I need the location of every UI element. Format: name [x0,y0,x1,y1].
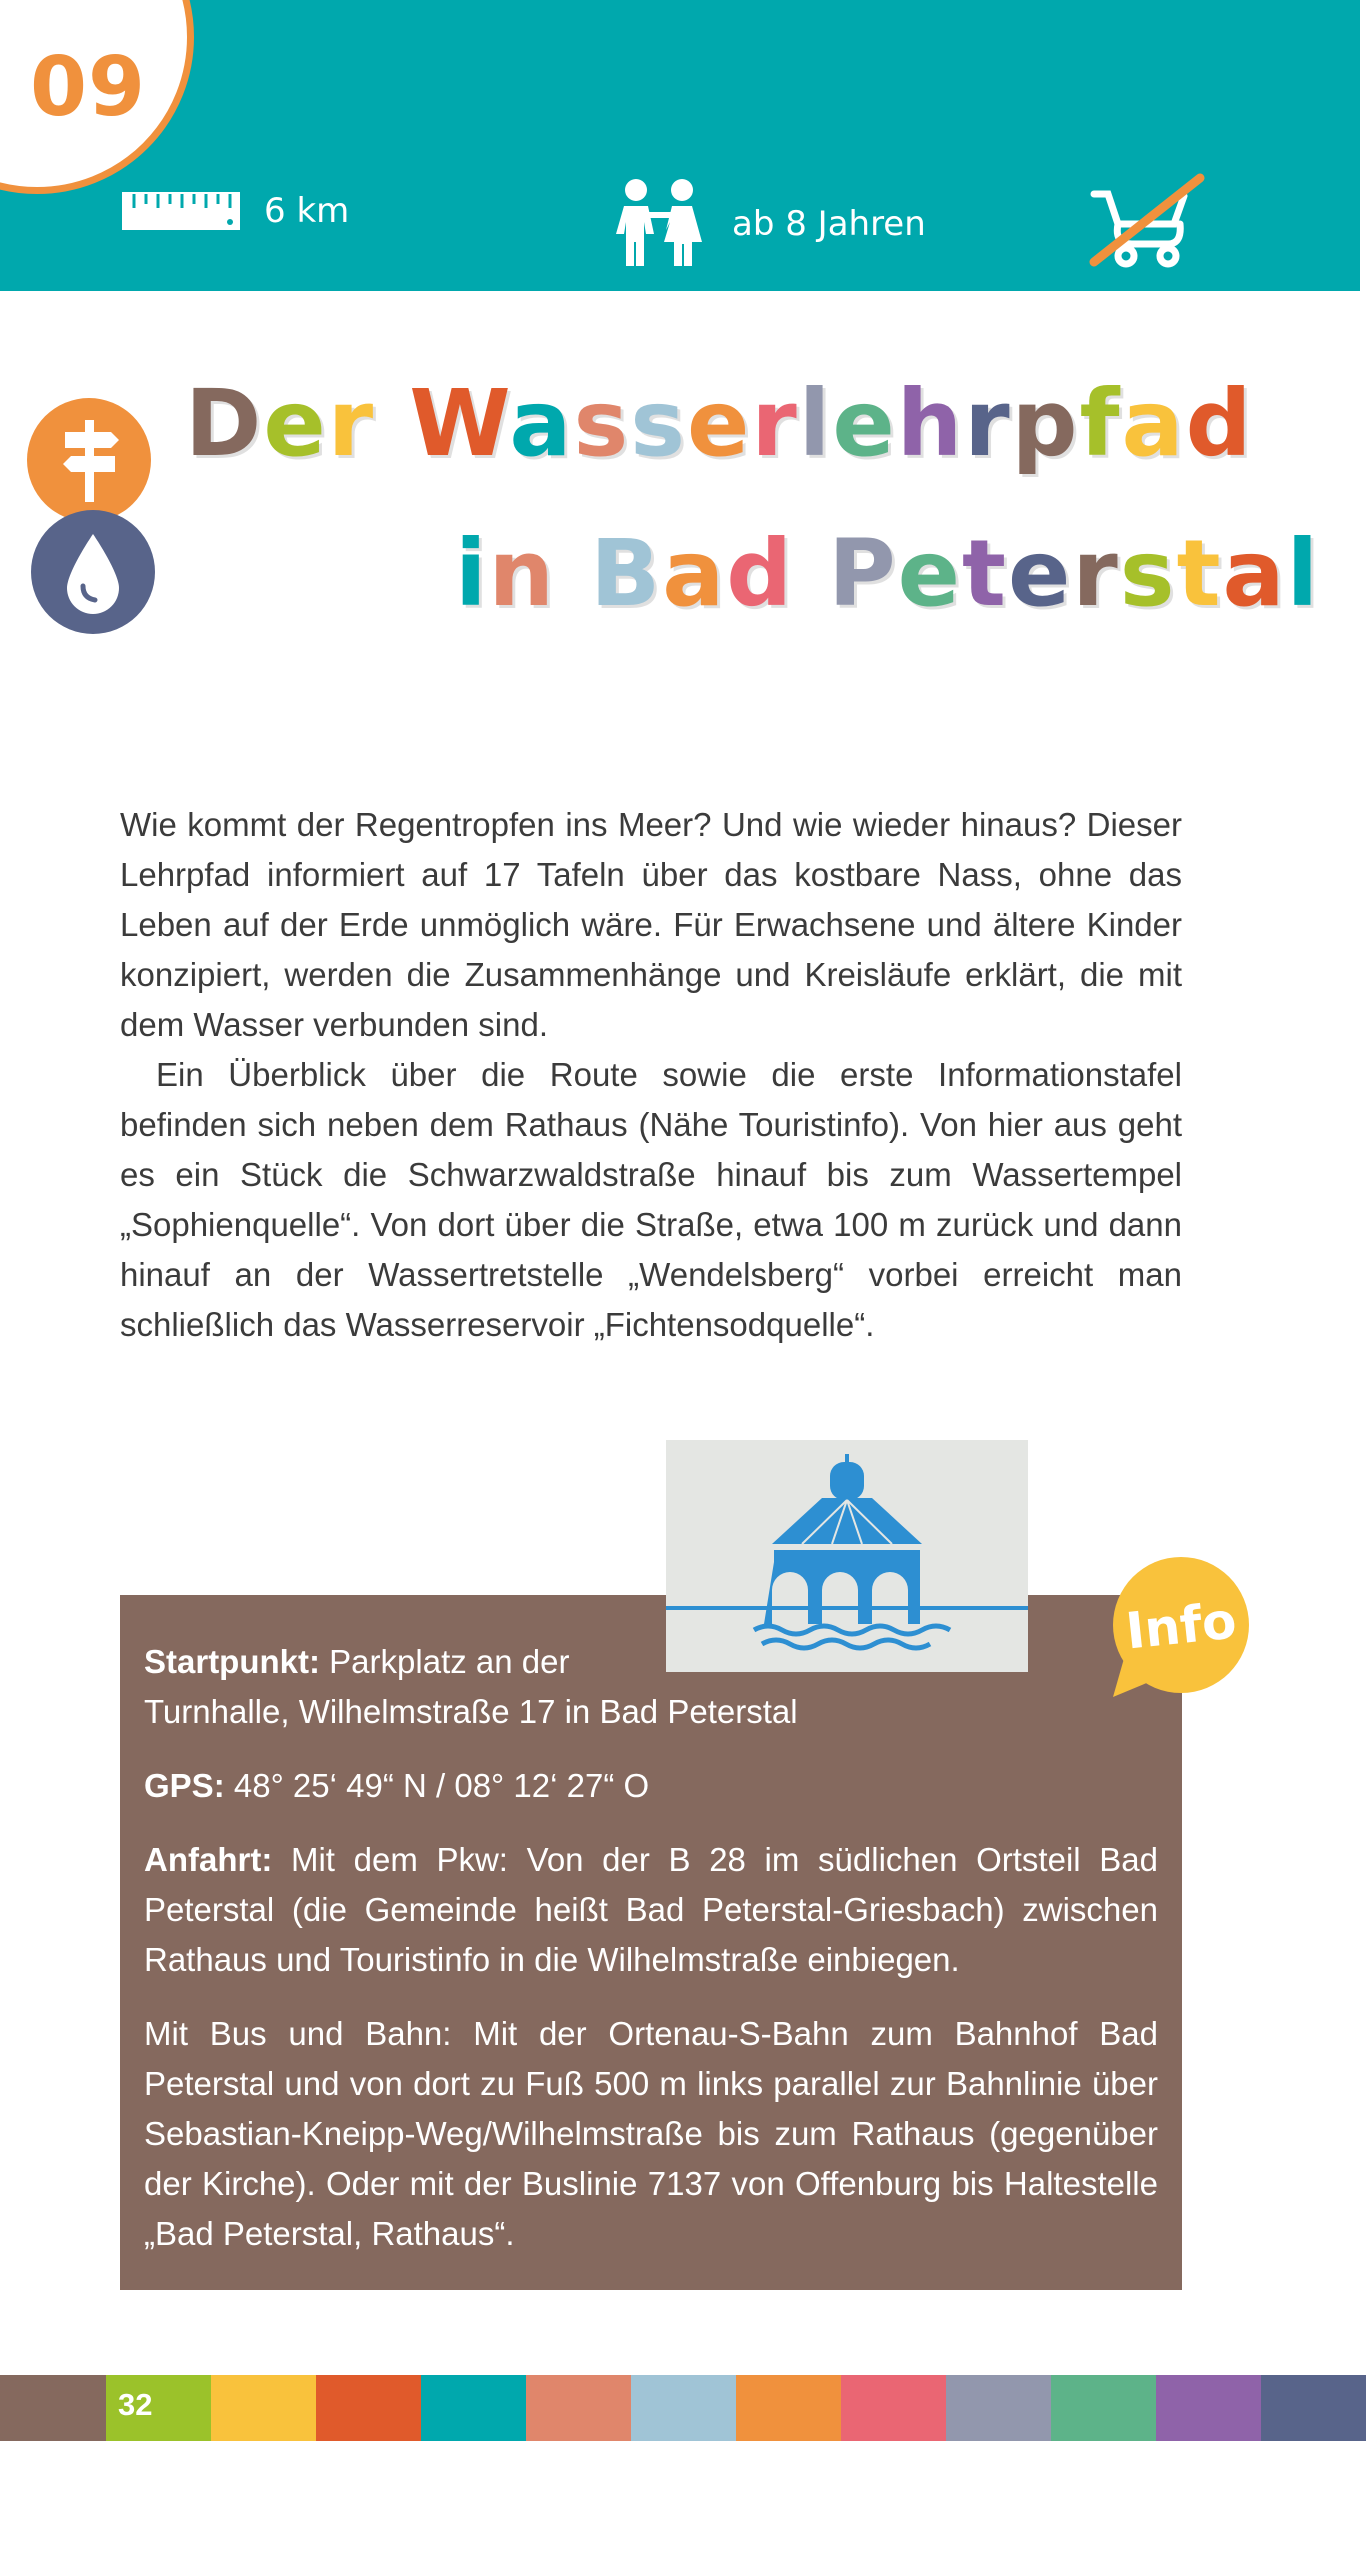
stroller-info [1088,172,1206,268]
signpost-icon [27,398,151,522]
footer-color-segment [1156,2375,1261,2441]
distance-info [120,190,349,232]
intro-paragraph-2: Ein Überblick über die Route sowie die erste Informationstafel befinden sich neben dem Rathaus (Nähe Touristinfo). Von hier aus geht es ein Stück die Schwarzwaldstraße hinauf bis zum Wassertempel „Sophienquelle“. Von dort über die Straße, etwa 100 m zurück und dann hinauf an der Wassertretstelle „Wendelsberg“ vorbei erreicht man schließlich das Wasserreservoir „Fichtensodquelle“. [120,1056,1182,1343]
arrival-by-transit: Mit Bus und Bahn: Mit der Ortenau-S-Bahn zum Bahnhof Bad Peterstal und von dort zu Fuß 500 m links parallel zur Bahnlinie über Sebastian-Kneipp-Weg/Wilhelmstraße bis zum Rathaus (gegenüber der Kirche). Oder mit der Buslinie 7137 von Offenburg bis Haltestelle „Bad Peterstal, Rathaus“. [144,2015,1158,2252]
water-temple-sign-icon [666,1440,1028,1672]
children-icon [610,178,710,270]
age-text: ab 8 Jahren [732,204,926,244]
footer-color-segment [106,2375,211,2441]
footer-color-segment [316,2375,421,2441]
footer-color-segment [1261,2375,1366,2441]
footer-color-segment [841,2375,946,2441]
title-line-1-text: Der Wasserlehrpfad [185,370,1254,477]
signpost-badge [27,398,151,522]
water-badge [31,510,155,634]
start-label: Startpunkt: [144,1643,320,1680]
age-info [610,178,926,270]
info-bubble-text: Info [1123,1591,1239,1661]
footer-color-segment [946,2375,1051,2441]
water-temple-photo [666,1440,1028,1672]
intro-text [120,800,1182,1350]
speech-bubble-icon [1105,1555,1250,1705]
arrival-by-car [144,1835,1158,1985]
footer-color-segment [0,2375,106,2441]
footer-color-segment [526,2375,631,2441]
page-title-line-2 [455,520,1320,627]
arrival-value: Mit dem Pkw: Von der B 28 im südlichen Ortsteil Bad Peterstal (die Gemeinde heißt Bad Peterstal-Griesbach) zwischen Rathaus und Touristinfo in die Wilhelmstraße einbiegen. [144,1841,1158,1978]
distance-text: 6 km [264,191,350,231]
start-line-2: Turnhalle, Wilhelmstraße 17 in Bad Peterstal [144,1693,798,1730]
footer-color-segment [1051,2375,1156,2441]
footer-color-strip [0,2375,1368,2441]
page-number: 32 [118,2387,153,2422]
start-line-1: Parkplatz an der [329,1643,570,1680]
water-drop-icon [31,510,155,634]
header-bar [0,0,1360,291]
footer-color-segment [736,2375,841,2441]
gps-coordinates [144,1761,1158,1811]
title-line-2-text: in Bad Peterstal [455,520,1321,627]
intro-paragraph-1: Wie kommt der Regentropfen ins Meer? Und wie wieder hinaus? Dieser Lehrpfad informiert auf 17 Tafeln über das kostbare Nass, ohne das Leben auf der Erde unmöglich wäre. Für Erwachsene und ältere Kinder konzipiert, werden die Zusammenhänge und Kreisläufe erklärt, die mit dem Wasser verbunden sind. [120,806,1182,1043]
tour-number: 09 [30,40,147,135]
info-text [144,1637,1158,2283]
info-box [120,1595,1182,2290]
footer-color-segment [421,2375,526,2441]
gps-value: 48° 25‘ 49“ N / 08° 12‘ 27“ O [233,1767,650,1804]
stroller-not-suitable-icon [1088,172,1206,268]
ruler-icon [120,190,242,232]
page-title-line-1 [185,370,1253,477]
gps-label: GPS: [144,1767,225,1804]
footer-color-segment [631,2375,736,2441]
footer-color-segment [211,2375,316,2441]
info-bubble [1105,1555,1250,1710]
arrival-label: Anfahrt: [144,1841,273,1878]
